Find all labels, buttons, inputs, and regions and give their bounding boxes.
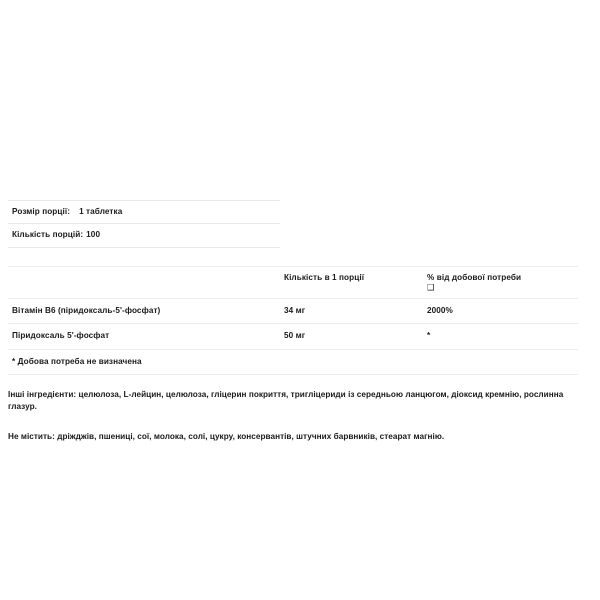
other-ingredients-text: Інші інгредієнти: целюлоза, L-лейцин, целюлоза, гліцерин покриття, тригліцериди із середньою ланцюгом, діоксид кремнію, рослинна глазур. bbox=[8, 389, 564, 412]
nutrient-name: Піридоксаль 5'-фосфат bbox=[8, 324, 280, 349]
servings-count-spacer-dv bbox=[423, 224, 578, 247]
gap-cell-name bbox=[8, 247, 280, 266]
nutrient-amount: 50 мг bbox=[280, 324, 423, 349]
gap-cell-dv bbox=[423, 247, 578, 266]
serving-size-cell bbox=[8, 201, 280, 224]
servings-count-value: 100 bbox=[86, 230, 101, 240]
gap-cell-amount bbox=[280, 247, 423, 266]
top-spacer bbox=[0, 0, 600, 200]
servings-count-cell bbox=[8, 224, 280, 247]
nutrient-daily-value: 2000% bbox=[423, 299, 578, 324]
serving-size-row bbox=[8, 201, 578, 224]
serving-size-value: 1 таблетка bbox=[79, 207, 123, 216]
table-footnote: * Добова потреба не визначена bbox=[8, 349, 578, 374]
header-cell-name bbox=[8, 266, 280, 299]
table-row bbox=[8, 324, 578, 349]
serving-size-spacer-dv bbox=[423, 201, 578, 224]
supplement-facts-table bbox=[8, 200, 578, 375]
table-row bbox=[8, 299, 578, 324]
table-footnote-row bbox=[8, 349, 578, 374]
servings-count-label: Кількість порцій: bbox=[12, 230, 84, 240]
nutrient-amount: 34 мг bbox=[280, 299, 423, 324]
header-cell-amount: Кількість в 1 порції bbox=[280, 266, 423, 299]
free-from-text: Не містить: дріжджів, пшениці, сої, молока, солі, цукру, консервантів, штучних барвників, стеарат магнію. bbox=[8, 432, 445, 442]
servings-per-container-row bbox=[8, 224, 578, 247]
table-gap-row bbox=[8, 247, 578, 266]
header-daily-value-marker-icon: ❑ bbox=[427, 282, 435, 292]
serving-size-label: Розмір порції: bbox=[12, 207, 71, 216]
header-cell-daily-value bbox=[423, 266, 578, 299]
notes-section bbox=[0, 375, 600, 444]
nutrient-name: Вітамін B6 (піридоксаль-5'-фосфат) bbox=[8, 299, 280, 324]
servings-count-spacer-amount bbox=[280, 224, 423, 247]
nutrient-daily-value: * bbox=[423, 324, 578, 349]
table-header-row bbox=[8, 266, 578, 299]
serving-size-spacer-amount bbox=[280, 201, 423, 224]
header-daily-value-text: % від добової потреби bbox=[427, 272, 522, 282]
